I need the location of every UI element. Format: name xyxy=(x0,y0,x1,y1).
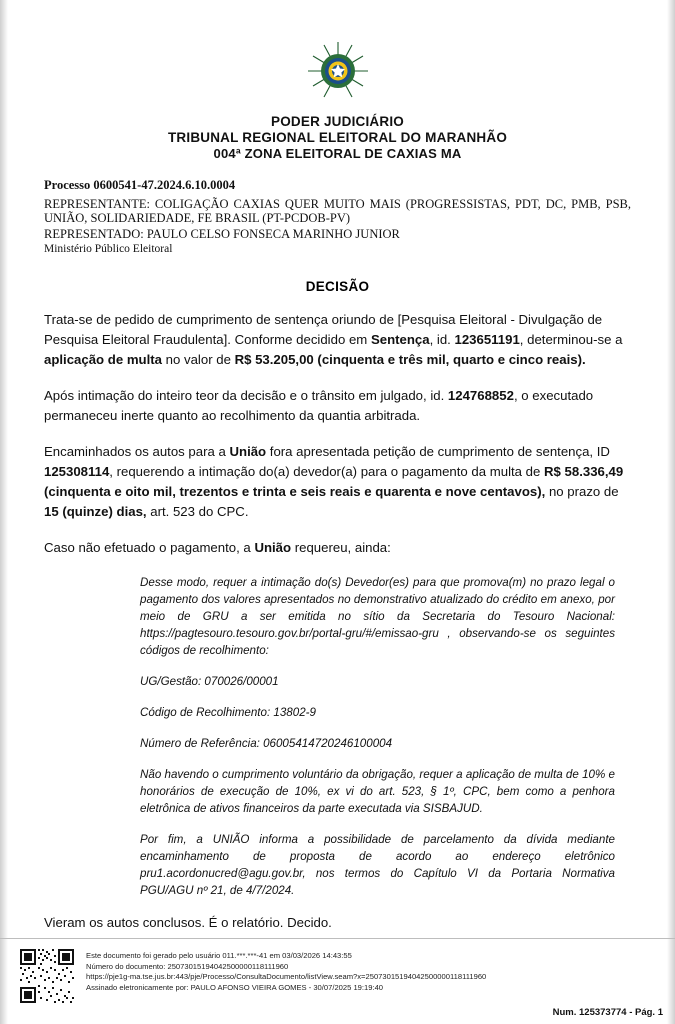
brasao-icon xyxy=(305,40,371,102)
quote-paragraph-parcelamento: Por fim, a UNIÃO informa a possibilidade de parcelamento da dívida mediante encaminhamento de proposta de acordo ao endereço eletrônico pru1.acordonucred@agu.gov.br, nos termos do Capítulo VI da Portaria Normativa PGU/AGU nº 21, de 4/7/2024. xyxy=(140,832,615,897)
quote-numero-referencia: Número de Referência: 06005414720246100004 xyxy=(140,736,393,750)
representado-line: REPRESENTADO: PAULO CELSO FONSECA MARINHO JUNIOR xyxy=(44,226,400,241)
paragraph-1: Trata-se de pedido de cumprimento de sentença oriundo de [Pesquisa Eleitoral - Divulgação de Pesquisa Eleitoral Fraudulenta]. Conforme decidido em Sentença, id. 123651191, determinou-se a aplicação de multa no valor de R$ 53.205,00 (cinquenta e três mil, quarto e cinco reais). xyxy=(44,311,623,367)
decision-title: DECISÃO xyxy=(305,278,370,294)
header-line-zona-eleitoral: 004ª ZONA ELEITORAL DE CAXIAS MA xyxy=(213,146,462,161)
footer-line-url[interactable]: https://pje1g-ma.tse.jus.br:443/pje/Processo/ConsultaDocumento/listView.seam?x=25073015194042500000118111960 xyxy=(86,972,487,981)
processo-number: Processo 0600541-47.2024.6.10.0004 xyxy=(44,178,236,192)
footer-metadata xyxy=(86,945,665,993)
document-footer xyxy=(0,938,675,1024)
page-number-label: Num. 125373774 - Pág. 1 xyxy=(552,1007,663,1018)
quote-paragraph-1: Desse modo, requer a intimação do(s) Devedor(es) para que promova(m) no prazo legal o pagamento dos valores apresentados no demonstrativo atualizado do crédito em anexo, por meio de GRU a ser emitida no sítio da Secretaria do Tesouro Nacional: https://pagtesouro.tesouro.gov.br/portal-gru/#/emissao-gru , observando-se os seguintes códigos de recolhimento: xyxy=(140,575,615,657)
paragraph-2: Após intimação do inteiro teor da decisão e o trânsito em julgado, id. 124768852, o executado permaneceu inerte quanto ao recolhimento da quantia arbitrada. xyxy=(44,387,594,423)
parties-block xyxy=(44,178,631,257)
quote-paragraph-multa: Não havendo o cumprimento voluntário da obrigação, requer a aplicação de multa de 10% e honorários de execução de 10%, ex vi do art. 523, § 1º, CPC, bem como a penhora eletrônica de ativos financeiros da parte executada via SISBAJUD. xyxy=(140,767,615,815)
representante-line: REPRESENTANTE: COLIGAÇÃO CAXIAS QUER MUITO MAIS (PROGRESSISTAS, PDT, DC, PMB, PSB, UNIÃO, SOLIDARIEDADE, FE BRASIL (PT-PCDOB-PV) xyxy=(44,196,631,225)
crest-container xyxy=(44,40,631,102)
qr-code-icon[interactable] xyxy=(18,947,76,1005)
closing-paragraph: Vieram os autos conclusos. É o relatório. Decido. xyxy=(44,914,332,930)
document-header xyxy=(44,114,631,162)
footer-line-numero-documento: Número do documento: 25073015194042500000118111960 xyxy=(86,961,289,971)
page-left-edge-shadow xyxy=(0,0,8,1024)
paragraph-3: Encaminhados os autos para a União fora apresentada petição de cumprimento de sentença, ID 125308114, requerendo a intimação do(a) devedor(a) para o pagamento da multa de R$ 58.336,49 (cinquenta e oito mil, trezentos e trinta e seis reais e quarenta e nove centavos), no prazo de 15 (quinze) dias, art. 523 do CPC. xyxy=(44,443,624,519)
header-line-tribunal: TRIBUNAL REGIONAL ELEITORAL DO MARANHÃO xyxy=(167,130,508,145)
header-line-poder-judiciario: PODER JUDICIÁRIO xyxy=(271,114,404,129)
quote-codigo-recolhimento: Código de Recolhimento: 13802-9 xyxy=(140,705,316,719)
footer-line-assinatura: Assinado eletronicamente por: PAULO AFONSO VIEIRA GOMES - 30/07/2025 19:19:40 xyxy=(86,982,384,992)
footer-line-gerado: Este documento foi gerado pelo usuário 011.***.***-41 em 03/03/2026 14:43:55 xyxy=(86,951,352,960)
quote-ug-gestao: UG/Gestão: 070026/00001 xyxy=(140,674,279,688)
page-right-edge-shadow xyxy=(667,0,675,1024)
paragraph-4: Caso não efetuado o pagamento, a União requereu, ainda: xyxy=(44,539,391,555)
orgao-line: Ministério Público Eleitoral xyxy=(44,243,173,255)
